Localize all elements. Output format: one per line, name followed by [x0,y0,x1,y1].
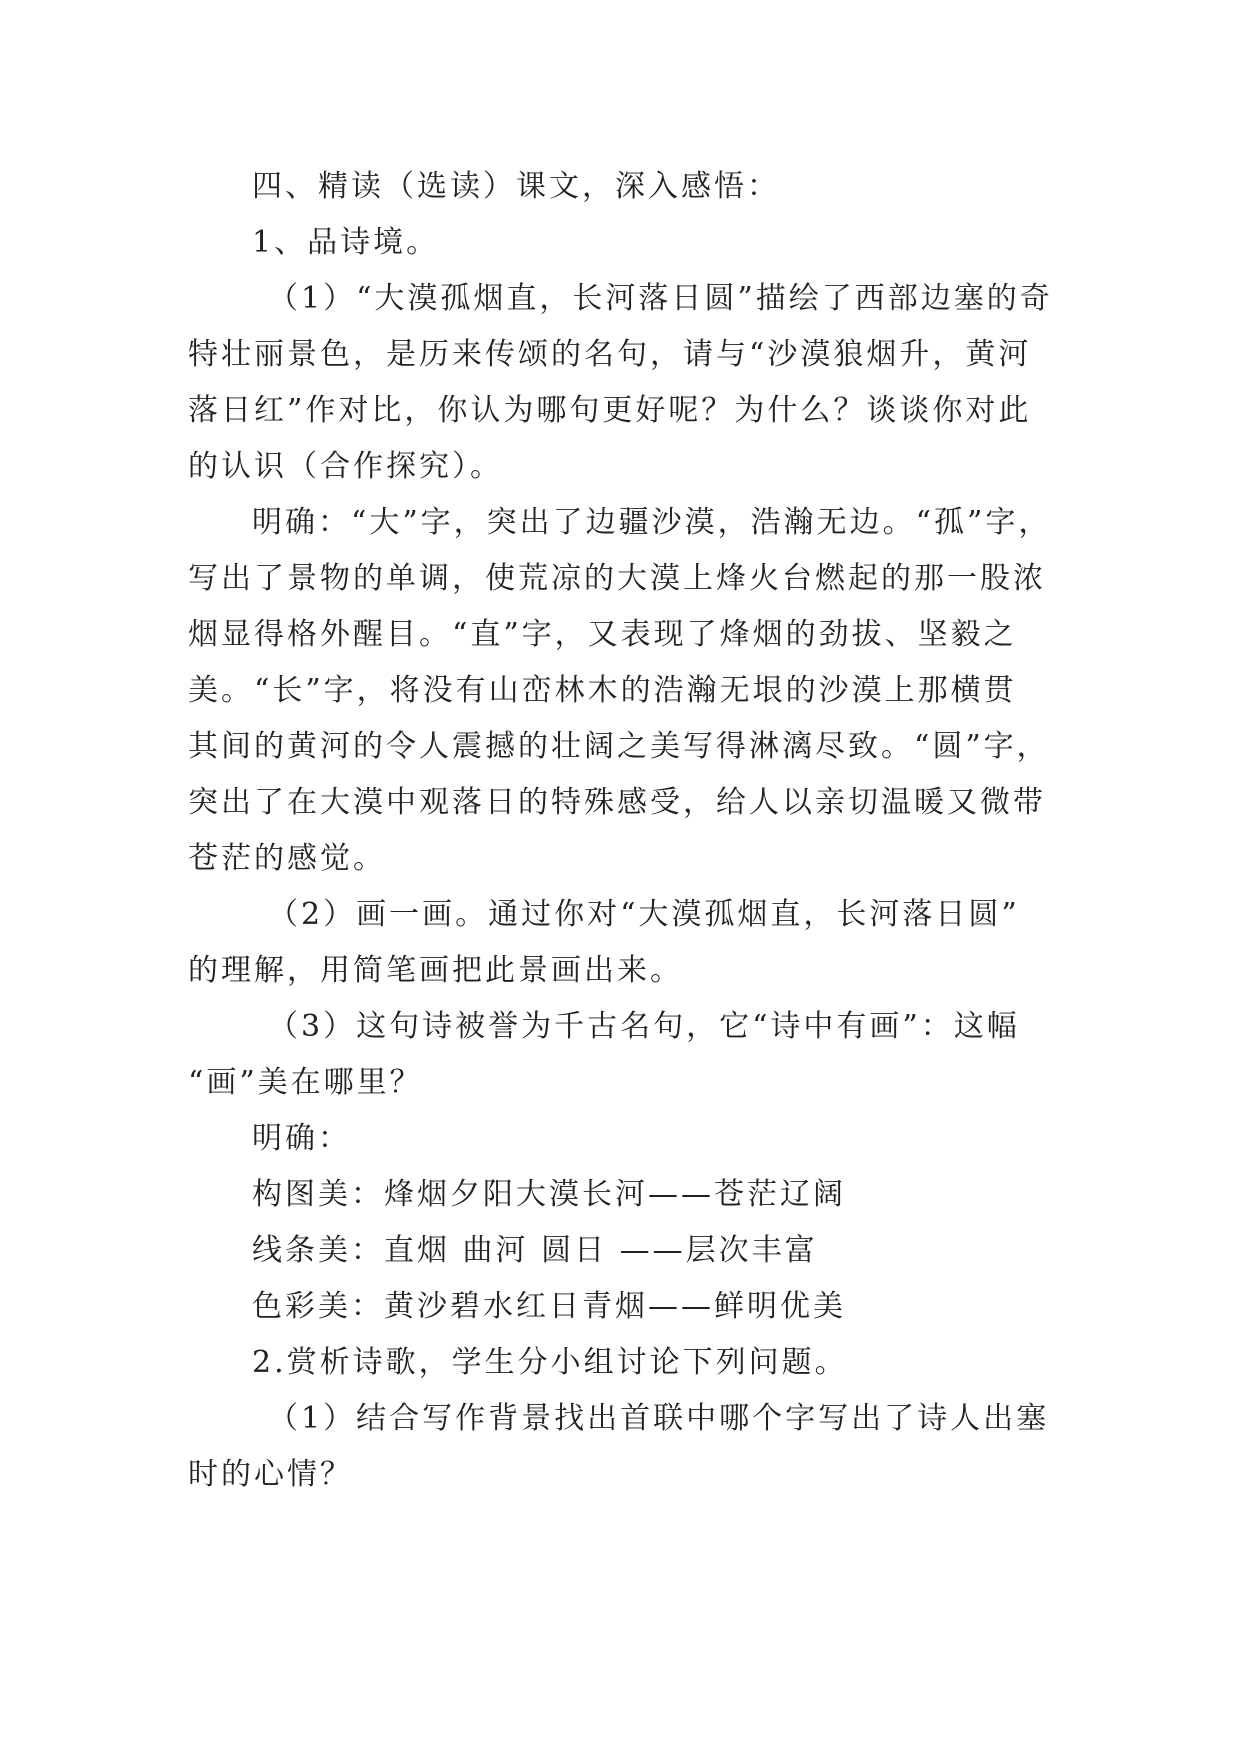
answer-paragraph-line: 突出了在大漠中观落日的特殊感受，给人以亲切温暖又微带 [188,785,1046,820]
discussion-question-line: 时的心情？ [188,1457,353,1492]
question-3-line: （3）这句诗被誉为千古名句，它“诗中有画”：这幅 [268,1009,1020,1044]
color-beauty: 色彩美：黄沙碧水红日青烟——鲜明优美 [252,1289,846,1324]
question-1-line: 特壮丽景色，是历来传颂的名句，请与“沙漠狼烟升，黄河 [188,337,1032,372]
answer-paragraph-line: 烟显得格外醒目。“直”字，又表现了烽烟的劲拔、坚毅之 [188,617,1017,652]
answer-paragraph-line: 明确：“大”字，突出了边疆沙漠，浩瀚无边。“孤”字， [252,505,1052,540]
section-heading: 四、精读（选读）课文，深入感悟： [252,169,780,204]
question-1-line: （1）“大漠孤烟直，长河落日圆”描绘了西部边塞的奇 [268,281,1053,316]
answer-label: 明确： [252,1121,351,1156]
subsection-heading-2: 2.赏析诗歌，学生分小组讨论下列问题。 [252,1345,848,1380]
composition-beauty: 构图美：烽烟夕阳大漠长河——苍茫辽阔 [252,1177,846,1212]
question-2-line: 的理解，用简笔画把此景画出来。 [188,953,683,988]
question-1-line: 的认识（合作探究）。 [188,449,503,484]
question-1-line: 落日红”作对比，你认为哪句更好呢？为什么？谈谈你对此 [188,393,1032,428]
answer-paragraph-line: 其间的黄河的令人震撼的壮阔之美写得淋漓尽致。“圆”字， [188,729,1050,764]
line-beauty: 线条美：直烟 曲河 圆日 ——层次丰富 [252,1233,818,1268]
answer-paragraph-line: 苍茫的感觉。 [188,841,386,876]
discussion-question-line: （1）结合写作背景找出首联中哪个字写出了诗人出塞 [268,1401,1050,1436]
question-3-line: “画”美在哪里？ [188,1065,423,1100]
answer-paragraph-line: 美。“长”字，将没有山峦林木的浩瀚无垠的沙漠上那横贯 [188,673,1017,708]
question-2-line: （2）画一画。通过你对“大漠孤烟直，长河落日圆” [268,897,1020,932]
answer-paragraph-line: 写出了景物的单调，使荒凉的大漠上烽火台燃起的那一股浓 [188,561,1046,596]
subsection-heading: 1、品诗境。 [252,225,440,260]
